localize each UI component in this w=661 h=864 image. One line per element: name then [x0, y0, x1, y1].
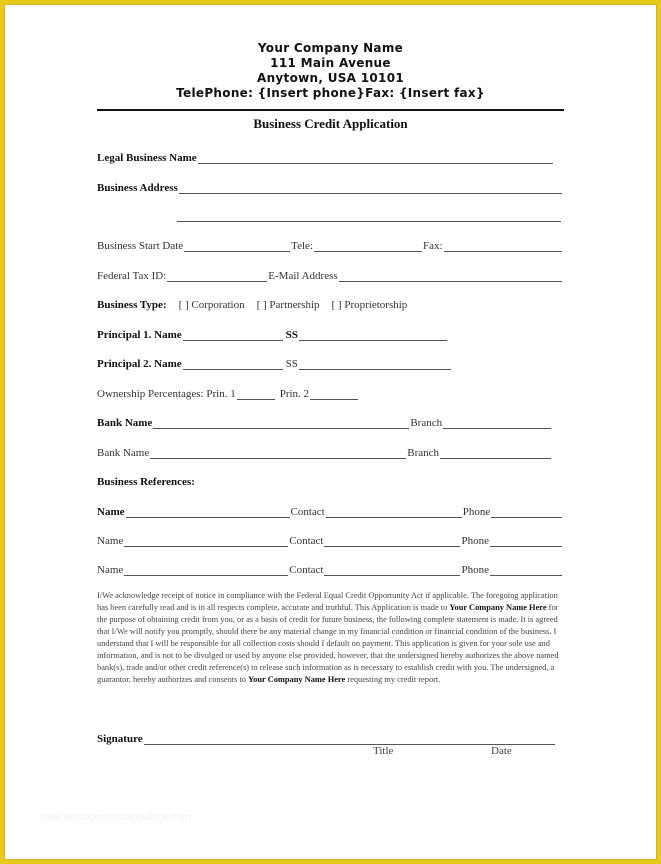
- business-type-row: [97, 297, 563, 311]
- principal2-ss-label: SS: [285, 358, 298, 370]
- bank2-label: Bank Name: [97, 447, 150, 459]
- reference2-row: [97, 533, 563, 547]
- reference2-name-label: Name: [97, 535, 124, 547]
- ack-text-1: I/We acknowledge receipt of notice in compliance with the Federal Equal Credit Opportunity Act if applicable. The foregoing application has been carefully read and is in all respects complete, accurate and truthful. This Application is made to: [97, 591, 558, 612]
- signature-line[interactable]: [144, 734, 555, 745]
- address-line-1[interactable]: [179, 183, 562, 194]
- reference3-name-label: Name: [97, 564, 124, 576]
- reference3-phone-line[interactable]: [490, 565, 562, 576]
- reference1-phone-label: Phone: [462, 506, 491, 518]
- tax-id-line[interactable]: [167, 271, 267, 282]
- header-rule: [97, 109, 564, 111]
- partnership-checkbox[interactable]: [ ] Partnership: [256, 299, 320, 311]
- ownership-label: Ownership Percentages: Prin. 1: [97, 388, 236, 400]
- tax-id-label: Federal Tax ID:: [97, 270, 167, 282]
- tele-label: Tele:: [291, 240, 313, 252]
- bank1-row: [97, 415, 563, 429]
- reference1-phone-line[interactable]: [491, 507, 562, 518]
- reference2-name-line[interactable]: [124, 536, 288, 547]
- form-title: Business Credit Application: [253, 116, 408, 131]
- references-row: [97, 474, 563, 488]
- title-caption: Title: [373, 745, 394, 757]
- principal2-line[interactable]: [183, 359, 283, 370]
- ownership-row: [97, 386, 563, 400]
- email-label: E-Mail Address: [268, 270, 338, 282]
- legal-name-line[interactable]: [198, 153, 553, 164]
- principal2-row: [97, 356, 563, 370]
- bank1-branch-label: Branch: [410, 417, 443, 429]
- reference1-row: [97, 504, 563, 518]
- address-row-2: [176, 208, 563, 222]
- ack-company-2: Your Company Name Here: [248, 675, 346, 684]
- reference2-contact-line[interactable]: [324, 536, 460, 547]
- acknowledgement-paragraph: [97, 590, 563, 686]
- ack-company-1: Your Company Name Here: [449, 603, 547, 612]
- principal1-ss-line[interactable]: [299, 330, 447, 341]
- company-address: 111 Main Avenue: [270, 56, 391, 70]
- reference3-contact-line[interactable]: [324, 565, 460, 576]
- reference3-contact-label: Contact: [289, 564, 324, 576]
- reference3-name-line[interactable]: [124, 565, 288, 576]
- company-city: Anytown, USA 10101: [257, 71, 404, 85]
- fax-label: Fax:: [423, 240, 443, 252]
- ownership-prin2-line[interactable]: [310, 389, 358, 400]
- principal1-ss-label: SS: [285, 329, 298, 341]
- principal1-label: Principal 1. Name: [97, 329, 182, 341]
- reference2-phone-label: Phone: [461, 535, 489, 547]
- ack-text-3: requesting my credit report.: [345, 675, 441, 684]
- address-line-2[interactable]: [177, 211, 561, 222]
- reference2-phone-line[interactable]: [490, 536, 562, 547]
- bank1-line[interactable]: [153, 418, 409, 429]
- company-contact: TelePhone: {Insert phone}Fax: {Insert fax}: [176, 86, 485, 100]
- bank2-branch-line[interactable]: [440, 448, 551, 459]
- date-caption: Date: [491, 745, 512, 757]
- principal1-line[interactable]: [183, 330, 283, 341]
- corporation-checkbox[interactable]: [ ] Corporation: [178, 299, 245, 311]
- reference1-name-line[interactable]: [126, 507, 290, 518]
- start-date-row: [97, 238, 563, 252]
- reference2-contact-label: Contact: [289, 535, 324, 547]
- bank1-label: Bank Name: [97, 417, 153, 429]
- company-name: Your Company Name: [257, 41, 404, 55]
- bank2-row: [97, 445, 563, 459]
- ack-text-2: for the purpose of obtaining credit from you, or as a basis of credit for future business, the following complete statement is made. It is agreed that I/We will notify you promptly, should there be any material change in my financial condition or financial condition of the business. I understand that I will be responsible for all collection costs should I default on payment. This application is given for your sole use and information, and is not to be divulged or used by anyone else provided, however, that the undersigned hereby authorizes the above named bank(s), trade and/or other credit reference(s) to release such information as is necessary to establish credit with you. The undersigned, a guarantor, hereby authorizes and consents to: [97, 603, 559, 684]
- principal2-ss-line[interactable]: [299, 359, 451, 370]
- signature-row: [97, 731, 563, 745]
- principal1-row: [97, 327, 563, 341]
- fax-line[interactable]: [444, 241, 562, 252]
- tele-line[interactable]: [314, 241, 422, 252]
- reference1-contact-label: Contact: [290, 506, 325, 518]
- tax-id-row: [97, 268, 563, 282]
- start-date-line[interactable]: [184, 241, 290, 252]
- reference1-contact-line[interactable]: [326, 507, 462, 518]
- legal-name-label: Legal Business Name: [97, 152, 197, 164]
- reference3-phone-label: Phone: [461, 564, 489, 576]
- bank1-branch-line[interactable]: [443, 418, 551, 429]
- principal2-label: Principal 2. Name: [97, 358, 182, 370]
- bank2-line[interactable]: [150, 448, 406, 459]
- bank2-branch-label: Branch: [407, 447, 439, 459]
- business-type-label: Business Type:: [97, 299, 167, 311]
- watermark: www.heritagechristiancollege.com: [40, 812, 191, 823]
- reference3-row: [97, 562, 563, 576]
- ownership-prin1-line[interactable]: [237, 389, 275, 400]
- legal-name-row: [97, 150, 563, 164]
- proprietorship-checkbox[interactable]: [ ] Proprietorship: [331, 299, 408, 311]
- address-row: [97, 180, 563, 194]
- address-label: Business Address: [97, 182, 178, 194]
- start-date-label: Business Start Date: [97, 240, 184, 252]
- reference1-name-label: Name: [97, 506, 125, 518]
- email-line[interactable]: [339, 271, 562, 282]
- ownership-prin2-label: Prin. 2: [279, 388, 310, 400]
- references-label: Business References:: [97, 476, 195, 488]
- signature-label: Signature: [97, 733, 143, 745]
